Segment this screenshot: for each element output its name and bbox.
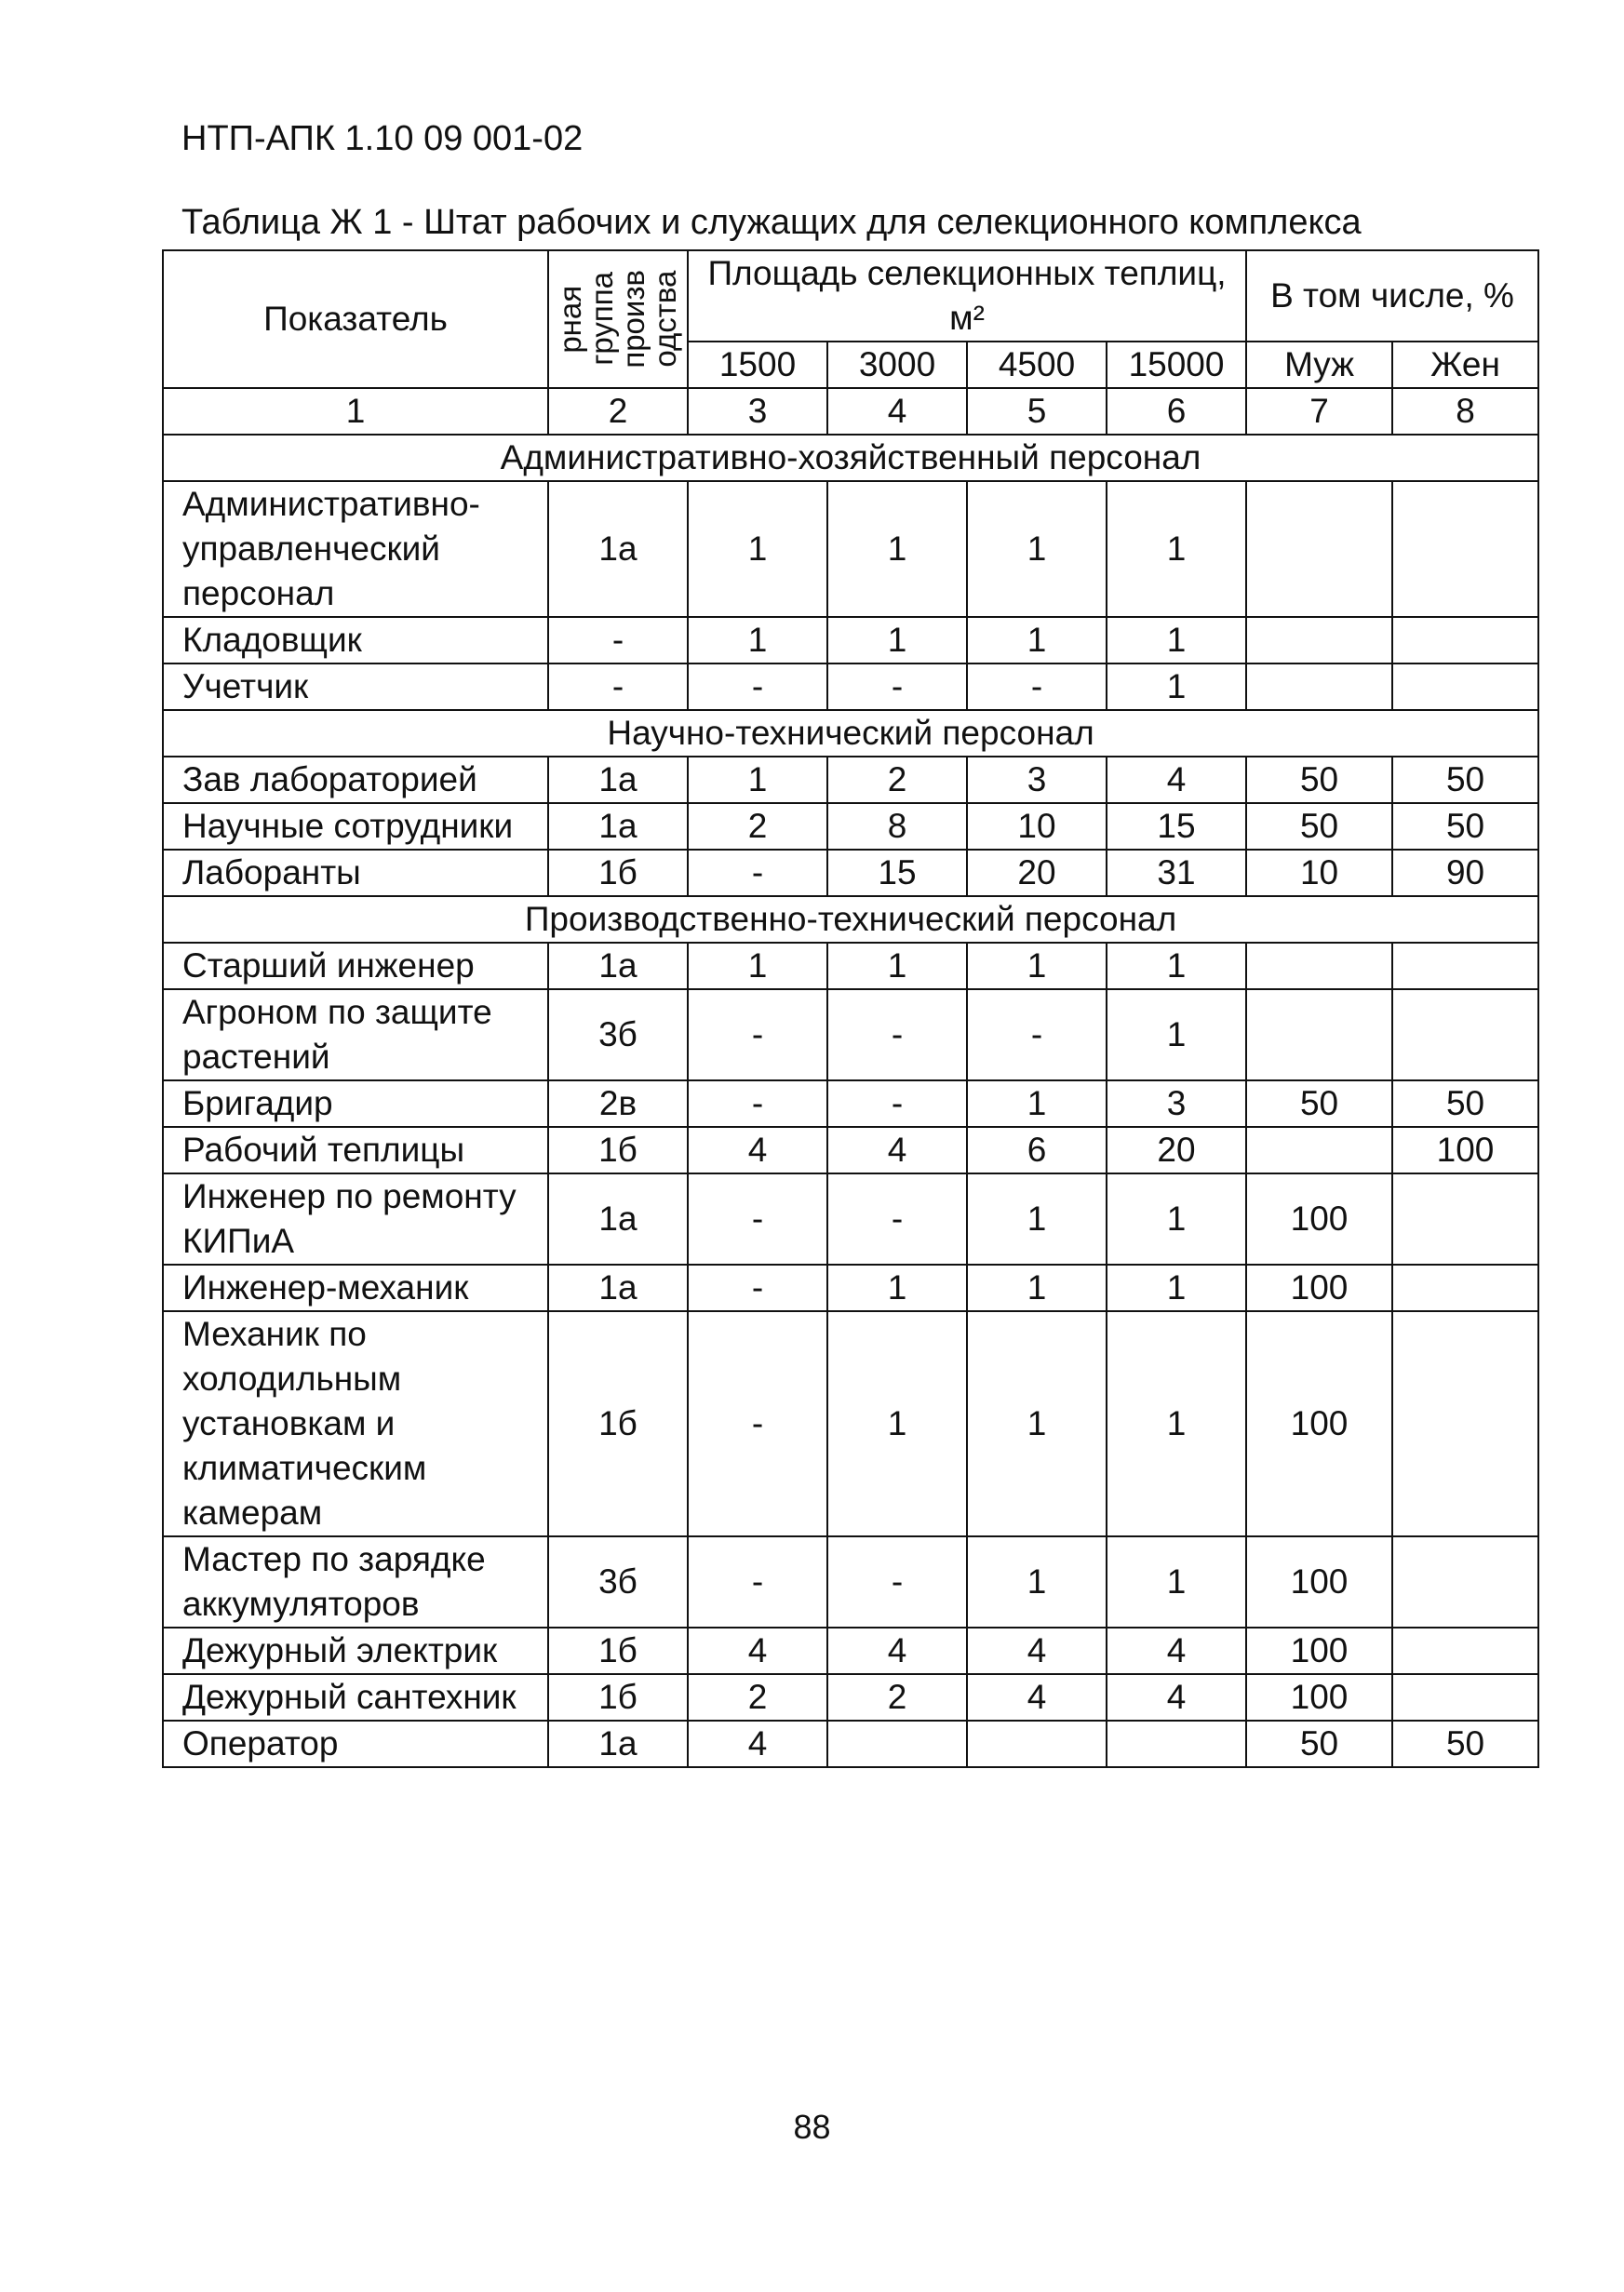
cell-group: 1а bbox=[548, 943, 688, 989]
cell-a3: 6 bbox=[967, 1127, 1107, 1173]
row-name: Инженер-механик bbox=[163, 1265, 548, 1311]
cell-a3 bbox=[967, 1721, 1107, 1767]
cell-a4: 1 bbox=[1107, 1311, 1246, 1536]
cell-a3: 1 bbox=[967, 1173, 1107, 1265]
header-area: Площадь селекционных теплиц, м² bbox=[688, 250, 1246, 342]
cell-a1: 4 bbox=[688, 1628, 827, 1674]
table-row bbox=[163, 1173, 1538, 1265]
row-name: Рабочий теплицы bbox=[163, 1127, 548, 1173]
row-name: Административно-управленческий персонал bbox=[163, 481, 548, 617]
cell-a3: 1 bbox=[967, 1536, 1107, 1628]
cell-group: 1а bbox=[548, 803, 688, 850]
cell-group: - bbox=[548, 617, 688, 663]
section-row bbox=[163, 710, 1538, 757]
cell-group: 3б bbox=[548, 989, 688, 1080]
header-group-text: рная группа произв одства bbox=[553, 270, 682, 369]
cell-a3: 1 bbox=[967, 943, 1107, 989]
row-name: Научные сотрудники bbox=[163, 803, 548, 850]
cell-men bbox=[1246, 1127, 1392, 1173]
cell-a4: 1 bbox=[1107, 1265, 1246, 1311]
cell-a4 bbox=[1107, 1721, 1246, 1767]
cell-a1: - bbox=[688, 1173, 827, 1265]
cell-group: 1а bbox=[548, 1721, 688, 1767]
table-row bbox=[163, 1080, 1538, 1127]
cell-a3: 20 bbox=[967, 850, 1107, 896]
cell-women bbox=[1392, 663, 1538, 710]
cell-a2: - bbox=[827, 1173, 967, 1265]
cell-a4: 4 bbox=[1107, 757, 1246, 803]
cell-women bbox=[1392, 617, 1538, 663]
cell-group: 1а bbox=[548, 757, 688, 803]
cell-women bbox=[1392, 989, 1538, 1080]
table-row bbox=[163, 850, 1538, 896]
cell-a4: 15 bbox=[1107, 803, 1246, 850]
header-row-1 bbox=[163, 250, 1538, 342]
cell-men: 100 bbox=[1246, 1674, 1392, 1721]
cell-men: 50 bbox=[1246, 1721, 1392, 1767]
section-title: Административно-хозяйственный персонал bbox=[163, 435, 1538, 481]
cell-group: 2в bbox=[548, 1080, 688, 1127]
header-indicator: Показатель bbox=[163, 250, 548, 388]
cell-group: 3б bbox=[548, 1536, 688, 1628]
page-number: 88 bbox=[793, 2108, 831, 2146]
cell-men bbox=[1246, 617, 1392, 663]
cell-a3: - bbox=[967, 663, 1107, 710]
cell-women bbox=[1392, 1674, 1538, 1721]
column-number: 2 bbox=[548, 388, 688, 435]
cell-a4: 4 bbox=[1107, 1674, 1246, 1721]
cell-a3: 4 bbox=[967, 1628, 1107, 1674]
cell-women: 100 bbox=[1392, 1127, 1538, 1173]
cell-a2: 1 bbox=[827, 1311, 967, 1536]
row-name: Агроном по защите растений bbox=[163, 989, 548, 1080]
row-name: Лаборанты bbox=[163, 850, 548, 896]
cell-group: 1а bbox=[548, 1265, 688, 1311]
cell-men: 100 bbox=[1246, 1173, 1392, 1265]
cell-a4: 1 bbox=[1107, 1536, 1246, 1628]
table-row bbox=[163, 481, 1538, 617]
cell-a1: - bbox=[688, 989, 827, 1080]
cell-men: 50 bbox=[1246, 803, 1392, 850]
cell-a1: - bbox=[688, 1265, 827, 1311]
table-row bbox=[163, 1721, 1538, 1767]
cell-women bbox=[1392, 1311, 1538, 1536]
cell-a4: 3 bbox=[1107, 1080, 1246, 1127]
cell-a1: - bbox=[688, 850, 827, 896]
cell-men bbox=[1246, 663, 1392, 710]
table-row bbox=[163, 1265, 1538, 1311]
section-row bbox=[163, 896, 1538, 943]
cell-a4: 1 bbox=[1107, 663, 1246, 710]
cell-men bbox=[1246, 481, 1392, 617]
section-row bbox=[163, 435, 1538, 481]
cell-group: 1б bbox=[548, 1311, 688, 1536]
cell-a4: 1 bbox=[1107, 989, 1246, 1080]
cell-group: 1б bbox=[548, 1674, 688, 1721]
row-name: Бригадир bbox=[163, 1080, 548, 1127]
cell-a4: 4 bbox=[1107, 1628, 1246, 1674]
cell-a2: - bbox=[827, 663, 967, 710]
cell-a1: 4 bbox=[688, 1721, 827, 1767]
cell-a3: 1 bbox=[967, 1080, 1107, 1127]
header-group bbox=[548, 250, 688, 388]
cell-men: 50 bbox=[1246, 1080, 1392, 1127]
table-row bbox=[163, 943, 1538, 989]
table-row bbox=[163, 1311, 1538, 1536]
cell-a3: 3 bbox=[967, 757, 1107, 803]
cell-women: 50 bbox=[1392, 757, 1538, 803]
table-row bbox=[163, 803, 1538, 850]
cell-a3: 1 bbox=[967, 1311, 1107, 1536]
cell-a1: 1 bbox=[688, 943, 827, 989]
cell-women: 50 bbox=[1392, 1080, 1538, 1127]
cell-a3: 10 bbox=[967, 803, 1107, 850]
cell-group: 1а bbox=[548, 1173, 688, 1265]
cell-a1: 1 bbox=[688, 617, 827, 663]
table-row bbox=[163, 1536, 1538, 1628]
cell-women: 50 bbox=[1392, 1721, 1538, 1767]
cell-group: 1б bbox=[548, 850, 688, 896]
header-area-4: 15000 bbox=[1107, 342, 1246, 388]
table-row bbox=[163, 663, 1538, 710]
cell-a2: 1 bbox=[827, 943, 967, 989]
table-row bbox=[163, 1628, 1538, 1674]
column-number: 3 bbox=[688, 388, 827, 435]
cell-a3: - bbox=[967, 989, 1107, 1080]
header-share: В том числе, % bbox=[1246, 250, 1538, 342]
cell-men: 100 bbox=[1246, 1628, 1392, 1674]
cell-a1: 2 bbox=[688, 803, 827, 850]
cell-men bbox=[1246, 989, 1392, 1080]
cell-men: 100 bbox=[1246, 1265, 1392, 1311]
row-name: Дежурный электрик bbox=[163, 1628, 548, 1674]
table-caption: Таблица Ж 1 - Штат рабочих и служащих для селекционного комплекса bbox=[181, 203, 1362, 242]
cell-women: 50 bbox=[1392, 803, 1538, 850]
cell-a4: 1 bbox=[1107, 1173, 1246, 1265]
cell-women bbox=[1392, 481, 1538, 617]
cell-a2: 15 bbox=[827, 850, 967, 896]
section-title: Производственно-технический персонал bbox=[163, 896, 1538, 943]
table-row bbox=[163, 989, 1538, 1080]
row-name: Учетчик bbox=[163, 663, 548, 710]
cell-women: 90 bbox=[1392, 850, 1538, 896]
cell-a1: - bbox=[688, 663, 827, 710]
column-number: 6 bbox=[1107, 388, 1246, 435]
cell-a1: 1 bbox=[688, 757, 827, 803]
cell-men: 10 bbox=[1246, 850, 1392, 896]
cell-group: 1б bbox=[548, 1628, 688, 1674]
document-code: НТП-АПК 1.10 09 001-02 bbox=[181, 119, 584, 158]
cell-a2: 1 bbox=[827, 617, 967, 663]
column-number: 1 bbox=[163, 388, 548, 435]
cell-a4: 31 bbox=[1107, 850, 1246, 896]
column-number: 7 bbox=[1246, 388, 1392, 435]
cell-a2: 1 bbox=[827, 1265, 967, 1311]
header-area-2: 3000 bbox=[827, 342, 967, 388]
cell-men: 100 bbox=[1246, 1311, 1392, 1536]
header-men: Муж bbox=[1246, 342, 1392, 388]
row-name: Инженер по ремонту КИПиА bbox=[163, 1173, 548, 1265]
column-number: 4 bbox=[827, 388, 967, 435]
column-number: 5 bbox=[967, 388, 1107, 435]
row-name: Кладовщик bbox=[163, 617, 548, 663]
cell-women bbox=[1392, 1536, 1538, 1628]
row-name: Механик по холодильным установкам и климатическим камерам bbox=[163, 1311, 548, 1536]
cell-a4: 1 bbox=[1107, 943, 1246, 989]
cell-group: 1а bbox=[548, 481, 688, 617]
cell-a4: 1 bbox=[1107, 617, 1246, 663]
cell-a4: 20 bbox=[1107, 1127, 1246, 1173]
cell-a2: 4 bbox=[827, 1628, 967, 1674]
cell-women bbox=[1392, 1628, 1538, 1674]
cell-a1: - bbox=[688, 1536, 827, 1628]
cell-a3: 1 bbox=[967, 617, 1107, 663]
cell-a2: 1 bbox=[827, 481, 967, 617]
cell-women bbox=[1392, 1265, 1538, 1311]
cell-a3: 1 bbox=[967, 481, 1107, 617]
table-row bbox=[163, 617, 1538, 663]
cell-men: 50 bbox=[1246, 757, 1392, 803]
cell-a1: 4 bbox=[688, 1127, 827, 1173]
cell-a2: - bbox=[827, 989, 967, 1080]
cell-a2: 4 bbox=[827, 1127, 967, 1173]
cell-a4: 1 bbox=[1107, 481, 1246, 617]
header-area-1: 1500 bbox=[688, 342, 827, 388]
table-row bbox=[163, 1674, 1538, 1721]
row-name: Дежурный сантехник bbox=[163, 1674, 548, 1721]
column-number: 8 bbox=[1392, 388, 1538, 435]
cell-a3: 4 bbox=[967, 1674, 1107, 1721]
cell-a1: 2 bbox=[688, 1674, 827, 1721]
cell-men: 100 bbox=[1246, 1536, 1392, 1628]
section-title: Научно-технический персонал bbox=[163, 710, 1538, 757]
row-name: Зав лабораторией bbox=[163, 757, 548, 803]
cell-a2: 8 bbox=[827, 803, 967, 850]
cell-a3: 1 bbox=[967, 1265, 1107, 1311]
cell-women bbox=[1392, 943, 1538, 989]
cell-a2: 2 bbox=[827, 1674, 967, 1721]
cell-women bbox=[1392, 1173, 1538, 1265]
row-name: Мастер по зарядке аккумуляторов bbox=[163, 1536, 548, 1628]
cell-men bbox=[1246, 943, 1392, 989]
row-name: Старший инженер bbox=[163, 943, 548, 989]
column-numbers-row bbox=[163, 388, 1538, 435]
header-area-3: 4500 bbox=[967, 342, 1107, 388]
cell-group: 1б bbox=[548, 1127, 688, 1173]
cell-a2: 2 bbox=[827, 757, 967, 803]
staff-table bbox=[162, 249, 1539, 1768]
header-women: Жен bbox=[1392, 342, 1538, 388]
cell-a1: 1 bbox=[688, 481, 827, 617]
row-name: Оператор bbox=[163, 1721, 548, 1767]
cell-a2: - bbox=[827, 1536, 967, 1628]
cell-a1: - bbox=[688, 1311, 827, 1536]
table-row bbox=[163, 1127, 1538, 1173]
table-row bbox=[163, 757, 1538, 803]
cell-a2: - bbox=[827, 1080, 967, 1127]
cell-group: - bbox=[548, 663, 688, 710]
cell-a1: - bbox=[688, 1080, 827, 1127]
cell-a2 bbox=[827, 1721, 967, 1767]
